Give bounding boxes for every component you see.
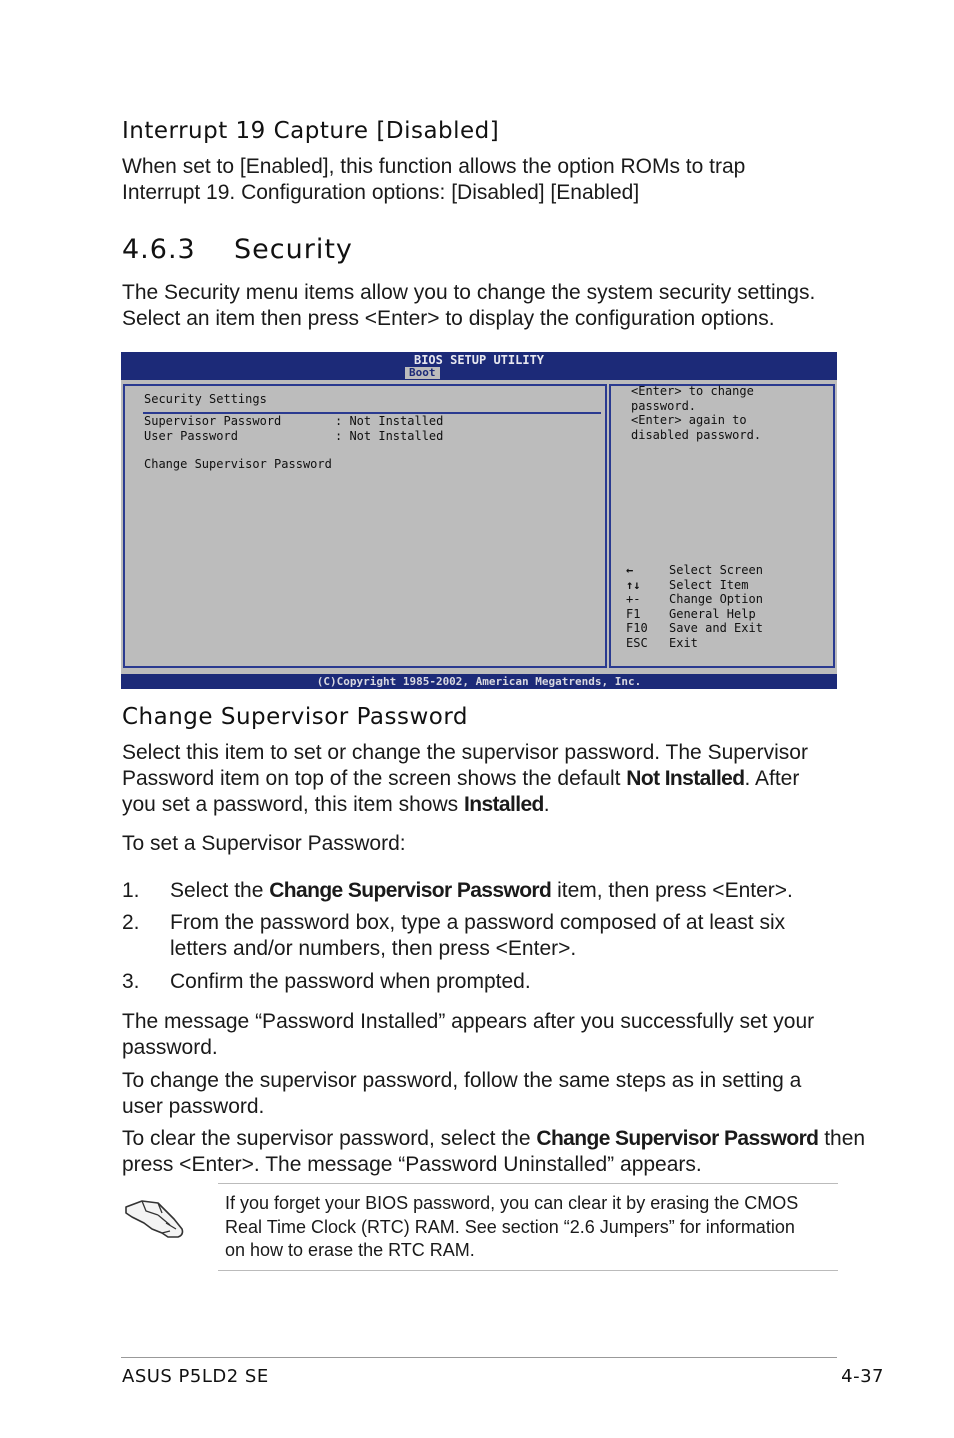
set-password-intro: To set a Supervisor Password: (122, 832, 406, 855)
change-password-paragraph (122, 1068, 801, 1120)
bios-key-desc: General Help (669, 606, 756, 621)
bios-help-line: disabled password. (631, 427, 762, 442)
change-supervisor-term: Change Supervisor Password (536, 1127, 819, 1150)
bios-footer-bar (121, 674, 837, 689)
text-span: then (818, 1127, 866, 1150)
text-span: you set a password, this item shows (122, 793, 464, 816)
step-number: 1. (122, 879, 140, 902)
text-span: . After (744, 767, 800, 790)
change-password-line-3 (122, 792, 842, 818)
bios-key: F1 (626, 606, 641, 621)
change-supervisor-term: Change Supervisor Password (269, 879, 552, 902)
bios-screenshot (121, 352, 837, 689)
footer-rule (121, 1357, 837, 1358)
bios-row-supervisor-label: Supervisor Password (144, 414, 282, 428)
not-installed-term: Not Installed (626, 767, 745, 790)
bios-row-supervisor-value: : Not Installed (335, 414, 444, 428)
bios-change-supervisor-item[interactable]: Change Supervisor Password (144, 457, 332, 471)
step-text: Confirm the password when prompted. (170, 970, 531, 993)
interrupt-line-1: When set to [Enabled], this function allows the option ROMs to trap (122, 155, 746, 178)
bios-help-line: <Enter> again to (631, 413, 747, 427)
paragraph-line: user password. (122, 1095, 265, 1118)
bios-key-desc: Select Screen (669, 563, 763, 577)
left-arrow-icon: ← (626, 563, 634, 577)
paragraph-line: press <Enter>. The message “Password Uninstalled” appears. (122, 1153, 702, 1176)
change-password-description (122, 740, 842, 818)
paragraph-line: The message “Password Installed” appears after you successfully set your (122, 1010, 815, 1033)
note-bottom-rule (218, 1270, 838, 1271)
interrupt-line-2: Interrupt 19. Configuration options: [Disabled] [Enabled] (122, 181, 640, 204)
step-1 (0, 878, 954, 904)
clear-password-paragraph (122, 1126, 865, 1178)
security-description (122, 280, 815, 332)
bios-title-bar (121, 352, 837, 380)
text-span: item, then press <Enter>. (551, 879, 793, 902)
bios-help-line: password. (631, 398, 697, 413)
bios-key-desc: Change Option (669, 592, 763, 606)
up-down-arrow-icon: ↑↓ (626, 577, 641, 592)
bios-copyright: (C)Copyright 1985-2002, American Megatrends, Inc. (316, 675, 642, 688)
note-line: If you forget your BIOS password, you can clear it by erasing the CMOS (225, 1193, 799, 1213)
text-span: Select the (170, 879, 270, 902)
change-password-line-2 (122, 766, 842, 792)
interrupt-heading: Interrupt 19 Capture [Disabled] (122, 118, 500, 144)
bios-row-user-value: : Not Installed (335, 428, 444, 443)
installed-message-paragraph (122, 1009, 814, 1061)
note-text (225, 1192, 835, 1263)
security-line-1: The Security menu items allow you to change the system security settings. (122, 281, 816, 304)
paragraph-line: To change the supervisor password, follow the same steps as in setting a (122, 1069, 802, 1092)
step-number: 3. (122, 970, 140, 993)
bios-tab-boot[interactable]: Boot (405, 367, 440, 379)
step-line: From the password box, type a password composed of at least six (170, 911, 786, 934)
bios-section-label: Security Settings (144, 392, 267, 406)
interrupt-description (122, 154, 745, 206)
note-top-rule (218, 1183, 838, 1184)
bios-help-line: <Enter> to change (631, 384, 754, 398)
hand-note-icon (122, 1193, 188, 1243)
bios-key-desc: Exit (669, 635, 698, 650)
bios-key: +- (626, 592, 641, 606)
step-text (170, 878, 830, 904)
bios-settings-panel (123, 384, 607, 668)
paragraph-line: password. (122, 1036, 218, 1059)
note-line: Real Time Clock (RTC) RAM. See section “2.6 Jumpers” for information (225, 1216, 795, 1237)
bios-key-desc: Save and Exit (669, 621, 763, 635)
bios-key: ESC (626, 635, 648, 650)
step-2 (0, 910, 954, 962)
bios-help-panel (609, 384, 835, 668)
footer-page-number: 4-37 (841, 1366, 884, 1387)
step-text (170, 910, 830, 962)
text-span: Password item on top of the screen shows the default (122, 767, 627, 790)
change-password-heading: Change Supervisor Password (122, 704, 469, 730)
bios-key-desc: Select Item (669, 577, 749, 592)
bios-title: BIOS SETUP UTILITY (413, 353, 545, 367)
security-heading: 4.6.3 Security (122, 234, 353, 265)
text-span: To clear the supervisor password, select the (122, 1127, 537, 1150)
paragraph-line (122, 1126, 865, 1152)
text-span: . (543, 793, 550, 816)
step-3 (0, 969, 954, 995)
step-number: 2. (122, 911, 140, 934)
bios-key: F10 (626, 621, 648, 635)
installed-term: Installed (463, 793, 544, 816)
footer-product-name: ASUS P5LD2 SE (122, 1366, 269, 1387)
note-line: on how to erase the RTC RAM. (225, 1240, 475, 1260)
bios-row-user-label: User Password (144, 428, 238, 443)
step-line: letters and/or numbers, then press <Enter>. (170, 937, 577, 960)
security-line-2: Select an item then press <Enter> to display the configuration options. (122, 307, 775, 330)
change-password-line-1: Select this item to set or change the supervisor password. The Supervisor (122, 741, 808, 764)
